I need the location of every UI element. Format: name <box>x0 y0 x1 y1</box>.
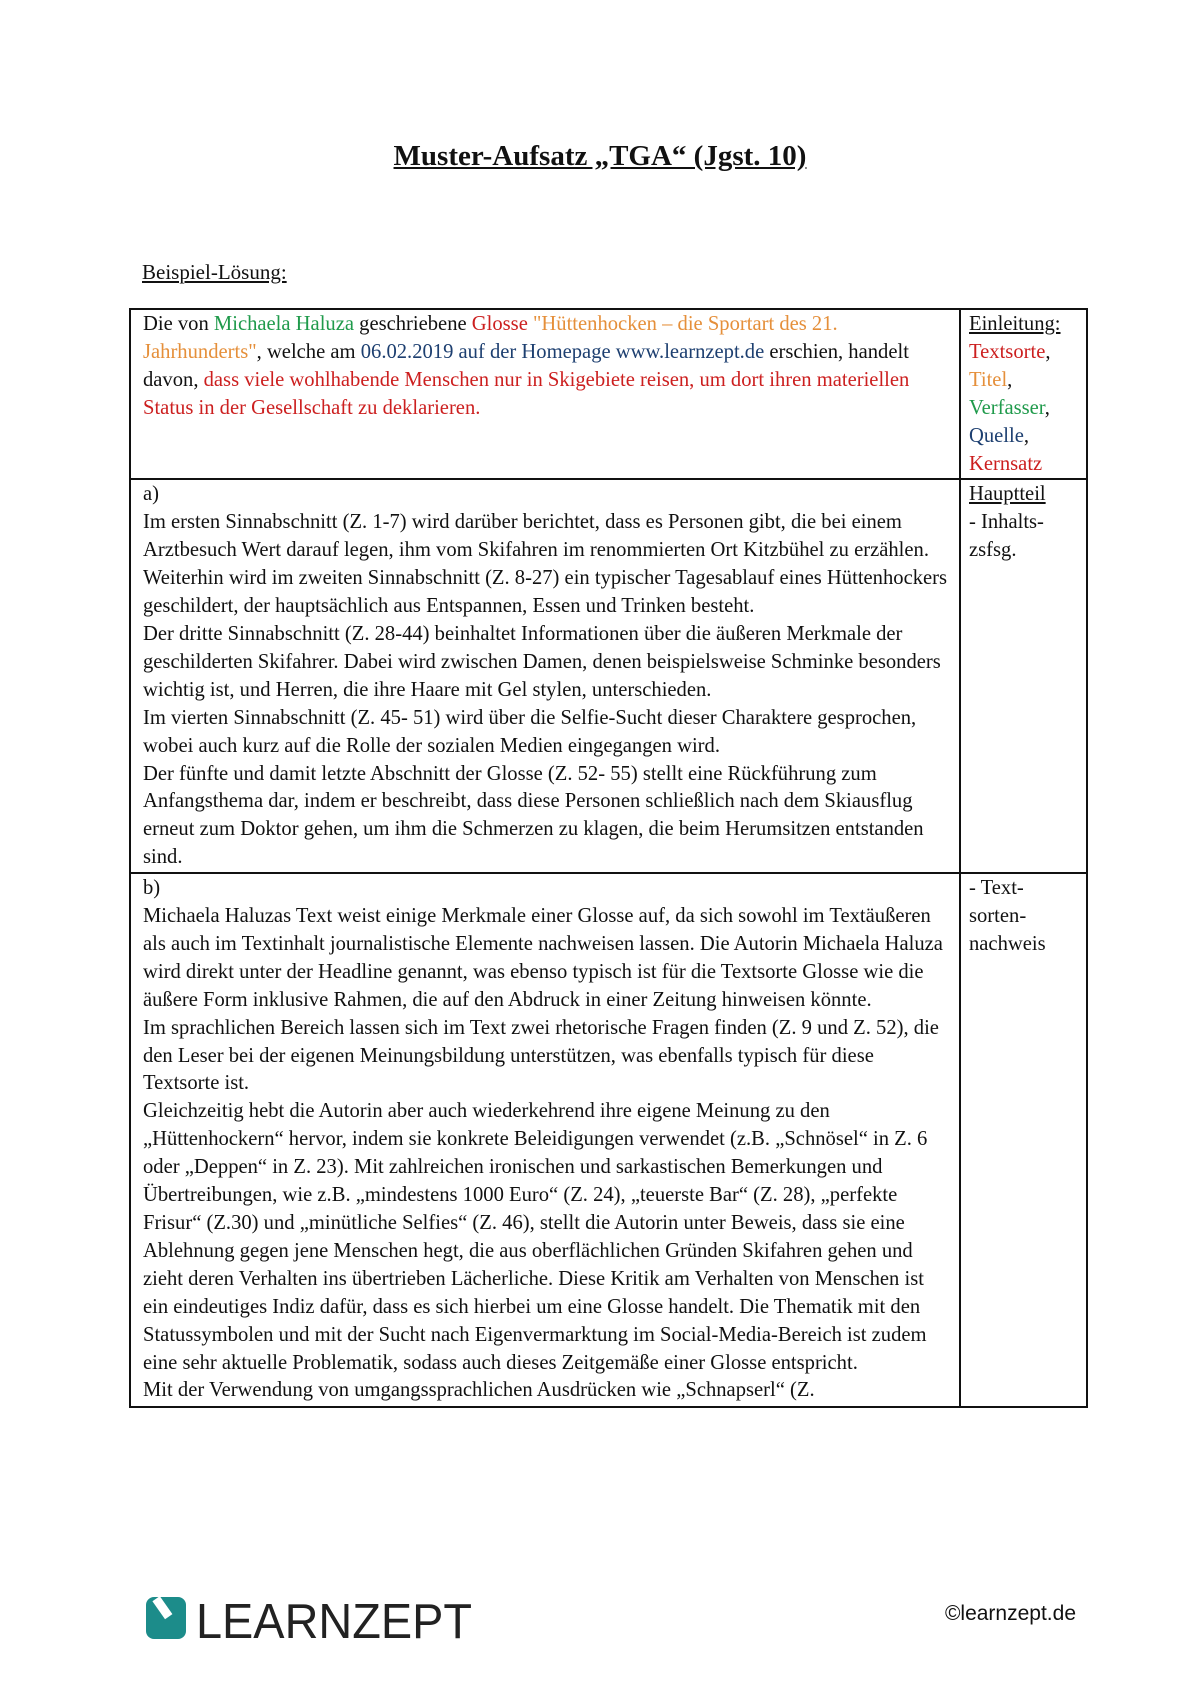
intro-cell <box>130 309 960 479</box>
intro-genre: Glosse <box>471 313 528 335</box>
learnzept-logo <box>146 1593 476 1645</box>
section-b-label: b) <box>143 877 161 900</box>
section-a-cell <box>130 479 960 873</box>
section-b-paragraph: Gleichzeitig hebt die Autorin aber auch wiederkehrend ihre eigene Meinung zu den „Hüttenhockern“ hervor, indem sie konkrete Beleidigungen verwendet (z.B. „Schnösel“ in Z. 6 oder „Deppen“ in Z. 23). Mit zahlreichen ironischen und sarkastischen Bemerkungen und Übertreibungen, wie z.B. „mindestens 1000 Euro“ (Z. 24), „teuerste Bar“ (Z. 28), „perfekte Frisur“ (Z.30) und „minütliche Selfies“ (Z. 46), stellt die Autorin unter Beweis, dass sie eine Ablehnung gegen jene Menschen hegt, die aus oberflächlichen Gründen Skifahren gehen und zieht deren Verhalten ins übertrieben Lächerliche. Diese Kritik am Verhalten von Menschen ist ein eindeutiges Indiz dafür, dass es sich hierbei um eine Glosse handelt. Die Thematik mit den Statussymbolen und mit der Sucht nach Eigenvermarktung im Social-Media-Bereich ist zudem eine sehr aktuelle Problematik, sodass auch dieses Zeitgemäße einer Glosse entspricht. <box>143 1100 928 1374</box>
section-a-paragraph: Im vierten Sinnabschnitt (Z. 45- 51) wird über die Selfie-Sucht dieser Charaktere gesprochen, wobei auch kurz auf die Rolle der sozialen Medien eingegangen wird. <box>143 706 917 757</box>
section-a-paragraph: Weiterhin wird im zweiten Sinnabschnitt (Z. 8-27) ein typischer Tagesablauf eines Hüttenhockers geschildert, der hauptsächlich aus Entspannen, Essen und Trinken besteht. <box>143 567 948 618</box>
side-b-line: sorten- <box>969 905 1027 928</box>
subtitle: Beispiel-Lösung: <box>142 260 287 284</box>
side-b-line: nachweis <box>969 932 1046 955</box>
side-titel: Titel, <box>969 368 1013 391</box>
logo-text: LEARNZEPT <box>196 1595 472 1645</box>
section-b-cell <box>130 873 960 1407</box>
side-intro-cell <box>960 309 1087 479</box>
section-a-label: a) <box>143 483 159 506</box>
intro-text-2: geschriebene <box>354 313 472 335</box>
intro-core: dass viele wohlhabende Menschen nur in Skigebiete reisen, um dort ihren materiellen Status in der Gesellschaft zu deklarieren. <box>143 368 910 419</box>
section-a-paragraph: Im ersten Sinnabschnitt (Z. 1-7) wird darüber berichtet, dass es Personen gibt, die bei einem Arztbesuch Wert darauf legen, ihm vom Skifahren im renommierten Ort Kitzbühel zu erzählen. <box>143 511 929 562</box>
side-textsorte: Textsorte, <box>969 340 1051 363</box>
table-row-b <box>130 873 1087 1407</box>
intro-source: 06.02.2019 auf der Homepage www.learnzept.de <box>360 340 765 363</box>
side-intro-heading: Einleitung: <box>969 313 1061 335</box>
essay-table <box>129 308 1088 1408</box>
intro-text-4: , welche am <box>256 340 361 363</box>
section-b-paragraph: Michaela Haluzas Text weist einige Merkmale einer Glosse auf, da sich sowohl im Textäußeren als auch im Textinhalt journalistische Elemente nachweisen lassen. Die Autorin Michaela Haluza wird direkt unter der Headline genannt, was ebenso typisch ist für die Textsorte Glosse wie die äußere Form inklusive Rahmen, die auf den Abdruck in einer Zeitung hinweisen könnte. <box>143 905 943 1011</box>
copyright: ©learnzept.de <box>944 1602 1076 1625</box>
side-b-cell <box>960 873 1087 1407</box>
side-a-cell <box>960 479 1087 873</box>
side-a-line: zsfsg. <box>969 539 1017 562</box>
page-title: Muster-Aufsatz „TGA“ (Jgst. 10) <box>393 140 807 172</box>
section-a-paragraph: Der fünfte und damit letzte Abschnitt der Glosse (Z. 52- 55) stellt eine Rückführung zum Anfangsthema dar, indem er beschreibt, dass diese Personen schließlich nach dem Skiausflug erneut zum Doktor gehen, um ihm die Schmerzen zu klagen, die beim Herumsitzen entstanden sind. <box>143 762 924 869</box>
side-b-line: - Text- <box>969 877 1024 900</box>
side-a-heading: Hauptteil <box>969 483 1046 506</box>
intro-author: Michaela Haluza <box>213 313 354 335</box>
side-verfasser: Verfasser, <box>969 396 1050 419</box>
intro-title: "Hüttenhocken – die Sportart des 21. Jahrhunderts" <box>143 313 838 363</box>
intro-text-5: erschien, handelt davon, <box>143 340 909 391</box>
table-row-a <box>130 479 1087 873</box>
section-a-paragraph: Der dritte Sinnabschnitt (Z. 28-44) beinhaltet Informationen über die äußeren Merkmale der geschilderten Skifahrer. Dabei wird zwischen Damen, denen beispielsweise Schminke besonders wichtig ist, und Herren, die ihre Haare mit Gel stylen, unterschieden. <box>143 622 941 701</box>
section-b-paragraph: Im sprachlichen Bereich lassen sich im Text zwei rhetorische Fragen finden (Z. 9 und Z. 52), die den Leser bei der eigenen Meinungsbildung unterstützen, was ebenfalls typisch für diese Textsorte ist. <box>143 1016 939 1095</box>
table-row-intro <box>130 309 1087 479</box>
section-b-last-line: Mit der Verwendung von umgangssprachlichen Ausdrücken wie „Schnapserl“ (Z. <box>143 1379 815 1402</box>
side-kernsatz: Kernsatz <box>969 452 1043 475</box>
side-quelle: Quelle, <box>969 424 1030 447</box>
intro-text-1: Die von <box>143 313 214 335</box>
side-a-line: - Inhalts- <box>969 511 1044 534</box>
